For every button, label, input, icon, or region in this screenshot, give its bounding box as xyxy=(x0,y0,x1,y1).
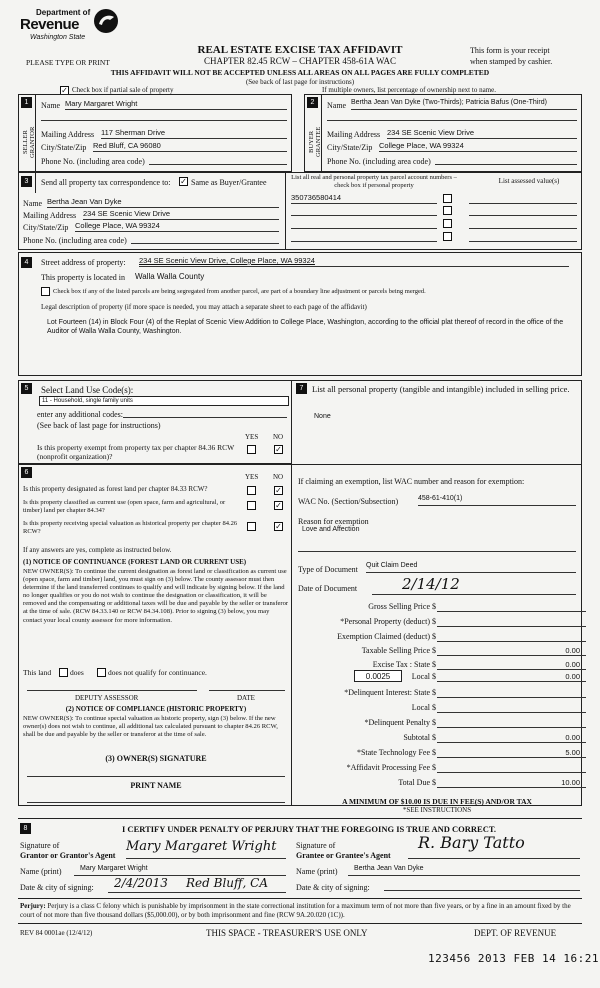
print-name-line[interactable] xyxy=(27,793,285,803)
buyer-mailing-label: Mailing Address xyxy=(327,130,381,139)
exemption-row xyxy=(296,632,586,644)
notice-compliance-text: NEW OWNER(S): To continue special valuation as historic property, sign (3) below. If the new owner(s) does not wish to continue, all additional tax calculated pursuant to chapter 84.26 RCW, shall be due and payable by the seller or transferor at the time of sale. xyxy=(23,715,278,739)
deputy-signature-line[interactable] xyxy=(27,683,197,691)
buyer-mailing-field[interactable]: 234 SE Scenic View Drive xyxy=(387,128,577,139)
section-7-personal-property xyxy=(292,380,582,464)
reason-field[interactable]: Love and Affection xyxy=(302,526,360,533)
reason-label: Reason for exemption xyxy=(298,517,369,526)
exempt-question: Is this property exempt from property tax per chapter 84.36 RCW (nonprofit organization)? xyxy=(37,443,235,461)
located-label: This property is located in xyxy=(41,273,125,282)
taxable-row xyxy=(296,646,586,658)
forest-yes-checkbox[interactable] xyxy=(247,486,256,495)
buyer-name-field[interactable]: Bertha Jean Van Dyke (Two-Thirds); Patricia Bafus (One-Third) xyxy=(351,99,577,110)
see-back-note: (See back of last page for instructions) xyxy=(245,78,355,86)
grantor-sig-label2: Grantor or Grantor's Agent xyxy=(20,851,116,860)
seller-phone-label: Phone No. (including area code) xyxy=(41,157,145,166)
does-not-label: does not qualify for continuance. xyxy=(108,668,207,677)
parcel-field-2[interactable] xyxy=(291,205,437,216)
buyer-city-field[interactable]: College Place, WA 99324 xyxy=(379,141,577,152)
taxable-label: Taxable Selling Price $ xyxy=(361,646,436,655)
revenue-logo-icon xyxy=(92,8,120,34)
buyer-phone-label: Phone No. (including area code) xyxy=(327,157,431,166)
notice-compliance-title: (2) NOTICE OF COMPLIANCE (HISTORIC PROPERTY) xyxy=(65,705,247,713)
total-row xyxy=(296,778,586,790)
seller-name-field[interactable]: Mary Margaret Wright xyxy=(65,99,287,110)
historic-no-checkbox[interactable]: ✓ xyxy=(275,522,282,531)
notice-continuance-title: (1) NOTICE OF CONTINUANCE (FOREST LAND OR CURRENT USE) xyxy=(23,558,247,566)
current-use-question: Is this property classified as current use (open space, farm and agricultural, or timber) land per chapter 84.34? xyxy=(23,499,226,514)
buyer-city-label: City/State/Zip xyxy=(327,143,373,152)
receipt-line2: when stamped by cashier. xyxy=(470,57,553,66)
notice-continuance-text: NEW OWNER(S): To continue the current designation as forest land or classification as current use (open space, farm and timber) land, you must sign on (3) below. The county assessor must then determine if the land transferred continues to qualify and will indicate by signing below. If the land no longer qualifies or you do not wish to continue the designation or classification, it will be removed and the compensating or additional taxes will be due and payable by the seller or transferor at the time of sale. (RCW 84.33.140 or RCW 84.34.108). Prior to signing (3) below, you may contact your local county assessor for more information. xyxy=(23,568,289,624)
deputy-assessor-label: DEPUTY ASSESSOR xyxy=(75,694,139,702)
additional-codes-label: enter any additional codes: xyxy=(37,410,123,419)
delinq-state-label: *Delinquent Interest: State $ xyxy=(344,688,436,697)
assessed-field-2[interactable] xyxy=(469,205,577,216)
exemption-claim-label: If claiming an exemption, list WAC number and reason for exemption: xyxy=(298,477,525,486)
deputy-date-label: DATE xyxy=(237,694,255,702)
historic-yes-checkbox[interactable] xyxy=(247,522,256,531)
county-field[interactable]: Walla Walla County xyxy=(135,272,205,281)
correspondence-label: Send all property tax correspondence to: xyxy=(41,178,171,187)
personal-property-label: List all personal property (tangible and intangible) included in selling price. xyxy=(312,384,570,394)
doc-date-field[interactable]: 2/14/12 xyxy=(372,575,576,595)
parcel-personal-checkbox-1[interactable] xyxy=(443,194,452,203)
historic-question: Is this property receiving special valuation as historical property per chapter 84.26 RCW? xyxy=(23,520,238,535)
subtotal-label: Subtotal $ xyxy=(403,733,436,742)
exempt-yes-checkbox[interactable] xyxy=(247,445,256,454)
local-rate-field[interactable]: 0.0025 xyxy=(354,670,402,682)
section-4-property xyxy=(18,252,582,376)
land-use-yes-header: YES xyxy=(245,433,259,441)
land-use-no-header: NO xyxy=(273,433,284,441)
seller-phone-field[interactable] xyxy=(149,155,287,165)
taxable-value: 0.00 xyxy=(565,646,580,655)
affidavit-fee-label: *Affidavit Processing Fee $ xyxy=(346,763,436,772)
if-yes-instruction: If any answers are yes, complete as instructed below. xyxy=(23,546,172,554)
section-1-number: 1 xyxy=(21,97,32,108)
delinq-state-field[interactable] xyxy=(437,688,586,698)
personal-field[interactable] xyxy=(437,617,586,627)
same-as-buyer-checkbox[interactable]: ✓ xyxy=(180,177,187,186)
section-8-certify xyxy=(18,818,582,896)
form-title: REAL ESTATE EXCISE TAX AFFIDAVIT xyxy=(197,44,403,56)
assessed-field-3[interactable] xyxy=(469,218,577,229)
total-label: Total Due $ xyxy=(398,778,436,787)
personal-label: *Personal Property (deduct) $ xyxy=(340,617,436,626)
type-or-print: PLEASE TYPE OR PRINT xyxy=(26,58,110,67)
grantee-date-field[interactable] xyxy=(384,881,580,891)
seller-mailing-field[interactable]: 117 Sherman Drive xyxy=(101,128,287,139)
seller-city-field[interactable]: Red Bluff, CA 96080 xyxy=(93,141,287,152)
land-use-see-back: (See back of last page for instructions) xyxy=(37,421,161,430)
section-6-designations xyxy=(18,464,292,806)
partial-sale-label: Check box if partial sale of property xyxy=(72,86,174,94)
delinq-penalty-label: *Delinquent Penalty $ xyxy=(364,718,436,727)
section-8-number: 8 xyxy=(20,823,31,834)
does-label: does xyxy=(70,668,84,677)
rev-number: REV 84 0001ae (12/4/12) xyxy=(20,929,93,937)
deputy-date-line[interactable] xyxy=(209,683,285,691)
form-chapter: CHAPTER 82.45 RCW – CHAPTER 458-61A WAC xyxy=(204,56,396,66)
section-3-correspondence xyxy=(18,172,582,250)
personal-row xyxy=(296,617,586,629)
parcel-personal-checkbox-2[interactable] xyxy=(443,206,452,215)
affidavit-fee-field[interactable] xyxy=(437,763,586,773)
parcel-header: List all real and personal property tax parcel account numbers – check box if personal property xyxy=(291,174,457,189)
current-use-no-checkbox[interactable]: ✓ xyxy=(275,501,282,510)
corr-mailing-label: Mailing Address xyxy=(23,211,77,220)
section-7-number: 7 xyxy=(296,383,307,394)
corr-phone-label: Phone No. (including area code) xyxy=(23,236,127,245)
treasurer-stamp: 123456 2013 FEB 14 16:21 xyxy=(428,952,599,965)
section-6-number: 6 xyxy=(21,467,32,478)
street-label: Street address of property: xyxy=(41,258,126,267)
parcel-field-4[interactable] xyxy=(291,231,437,242)
seller-city-label: City/State/Zip xyxy=(41,143,87,152)
dept-line1: Department of xyxy=(36,8,91,17)
tech-fee-label: *State Technology Fee $ xyxy=(356,748,436,757)
seller-name-label: Name xyxy=(41,101,61,110)
perjury-text: Perjury is a class C felony which is punishable by imprisonment in the state correctional institution for a maximum term of not more than five years, or by a fine in an amount fixed by the court of not more than five thousand dollars ($5,000.00), or by both imprisonment and fine (RCW 9A.20.020 (1C)). xyxy=(20,902,571,919)
delinq-local-row xyxy=(296,703,586,715)
corr-phone-field[interactable] xyxy=(131,234,279,244)
doc-type-label: Type of Document xyxy=(298,565,358,574)
grantor-date-label: Date & city of signing: xyxy=(20,883,94,892)
section-3-number: 3 xyxy=(21,176,32,187)
dept-revenue-footer: DEPT. OF REVENUE xyxy=(474,928,557,938)
grantor-name-field[interactable]: Mary Margaret Wright xyxy=(74,865,286,876)
grantor-city-value: Red Bluff, CA xyxy=(186,876,268,890)
assessed-header: List assessed value(s) xyxy=(498,177,560,185)
buyer-side-label: BUYER GRANTEE xyxy=(308,126,322,158)
personal-property-value[interactable]: None xyxy=(314,413,331,420)
affidavit-fee-row xyxy=(296,763,586,775)
gross-field[interactable] xyxy=(437,602,586,612)
assessed-field-1[interactable] xyxy=(469,193,577,204)
grantee-name-field[interactable]: Bertha Jean Van Dyke xyxy=(348,865,580,876)
subtotal-value: 0.00 xyxy=(565,733,580,742)
partial-sale-checkbox[interactable]: ✓ xyxy=(61,86,68,95)
perjury-box xyxy=(18,898,582,924)
current-use-yes-checkbox[interactable] xyxy=(247,501,256,510)
corr-name-label: Name xyxy=(23,199,43,208)
grantee-name-label: Name (print) xyxy=(296,867,338,876)
local-field[interactable] xyxy=(437,672,586,682)
receipt-line1: This form is your receipt xyxy=(470,46,550,55)
forest-no-checkbox[interactable]: ✓ xyxy=(275,486,282,495)
segregated-label: Check box if any of the listed parcels are being segregated from another parcel, are part of a boundary line adjustment or parcels being merged. xyxy=(53,288,426,295)
section-4-number: 4 xyxy=(21,257,32,268)
minimum-fee-note: A MINIMUM OF $10.00 IS DUE IN FEE(S) AND/OR TAX xyxy=(342,797,532,806)
exemption-field[interactable] xyxy=(437,632,586,642)
does-checkbox[interactable] xyxy=(59,668,68,677)
see-instructions-note: *SEE INSTRUCTIONS xyxy=(402,806,472,814)
land-use-label: Select Land Use Code(s): xyxy=(41,385,134,395)
exemption-label: Exemption Claimed (deduct) $ xyxy=(337,632,436,641)
grantee-sig-label2: Grantee or Grantee's Agent xyxy=(296,851,391,860)
wac-label: WAC No. (Section/Subsection) xyxy=(298,497,399,506)
section-5-number: 5 xyxy=(21,383,32,394)
section-5-land-use xyxy=(18,380,292,464)
legal-description[interactable]: Lot Fourteen (14) in Block Four (4) of the Replat of Scenic View Addition to College Place, Washington, according to the official plat thereof of record in the office of the Auditor of Walla Walla County, Washington. xyxy=(47,319,564,335)
excise-state-field[interactable] xyxy=(437,660,586,670)
subtotal-row xyxy=(296,733,586,745)
s6-yes-header: YES xyxy=(245,473,259,481)
does-not-checkbox[interactable] xyxy=(97,668,106,677)
corr-city-field[interactable]: College Place, WA 99324 xyxy=(75,221,279,232)
legal-label: Legal description of property (if more space is needed, you may attach a separate sheet to each page of the affidavit) xyxy=(41,303,367,311)
form-warning: THIS AFFIDAVIT WILL NOT BE ACCEPTED UNLESS ALL AREAS ON ALL PAGES ARE FULLY COMPLETED xyxy=(110,68,490,77)
delinq-state-row xyxy=(296,688,586,700)
forest-question: Is this property designated as forest land per chapter 84.33 RCW? xyxy=(23,485,208,493)
doc-type-field[interactable]: Quit Claim Deed xyxy=(366,562,576,573)
treasurer-note: THIS SPACE - TREASURER'S USE ONLY xyxy=(206,928,368,938)
excise-state-value: 0.00 xyxy=(565,660,580,669)
parcel-field-1[interactable]: 350736580414 xyxy=(291,193,437,204)
local-label: Local $ xyxy=(411,672,436,681)
exempt-no-checkbox[interactable]: ✓ xyxy=(275,445,282,454)
dept-line3: Washington State xyxy=(30,34,86,41)
tech-fee-value: 5.00 xyxy=(565,748,580,757)
doc-date-label: Date of Document xyxy=(298,584,358,593)
taxable-field[interactable] xyxy=(437,646,586,656)
perjury-text-wrap xyxy=(20,902,580,920)
same-as-buyer-label: Same as Buyer/Grantee xyxy=(191,178,267,187)
certify-text: I CERTIFY UNDER PENALTY OF PERJURY THAT THE FOREGOING IS TRUE AND CORRECT. xyxy=(122,824,497,834)
multiple-owners-label: If multiple owners, list percentage of ownership next to name. xyxy=(322,86,496,94)
buyer-name-label: Name xyxy=(327,101,347,110)
parcel-personal-checkbox-3[interactable] xyxy=(443,219,452,228)
gross-row xyxy=(296,602,586,614)
delinq-penalty-row xyxy=(296,718,586,730)
corr-name-field[interactable]: Bertha Jean Van Dyke xyxy=(47,197,279,208)
owner-signature-line[interactable] xyxy=(27,765,285,777)
local-value: 0.00 xyxy=(565,672,580,681)
grantor-sig-label1: Signature of xyxy=(20,841,60,850)
grantee-date-label: Date & city of signing: xyxy=(296,883,370,892)
grantor-signature[interactable]: Mary Margaret Wright xyxy=(126,839,286,859)
dept-line2: Revenue xyxy=(20,16,80,33)
owner-signature-label: (3) OWNER(S) SIGNATURE xyxy=(105,754,207,763)
section-1-seller xyxy=(18,94,292,172)
land-use-select[interactable]: 11 - Household, single family units xyxy=(39,396,289,406)
subtotal-field[interactable] xyxy=(437,733,586,743)
excise-state-label: Excise Tax : State $ xyxy=(372,660,436,669)
delinq-local-field[interactable] xyxy=(437,703,586,713)
buyer-phone-field[interactable] xyxy=(435,155,577,165)
grantor-date-field[interactable] xyxy=(108,876,286,893)
grantee-sig-label1: Signature of xyxy=(296,841,336,850)
print-name-label: PRINT NAME xyxy=(130,781,182,790)
segregated-checkbox[interactable] xyxy=(41,287,50,296)
s6-no-header: NO xyxy=(273,473,284,481)
delinq-penalty-field[interactable] xyxy=(437,718,586,728)
tech-fee-field[interactable] xyxy=(437,748,586,758)
assessed-field-4[interactable] xyxy=(469,231,577,242)
grantor-date-value: 2/4/2013 xyxy=(114,876,168,890)
total-value: 10.00 xyxy=(561,778,580,787)
perjury-label: Perjury: xyxy=(20,902,46,910)
corr-mailing-field[interactable]: 234 SE Scenic View Drive xyxy=(83,209,279,220)
wac-field[interactable]: 458-61-410(1) xyxy=(418,495,576,506)
tech-fee-row xyxy=(296,748,586,760)
additional-codes-field[interactable] xyxy=(123,408,287,418)
delinq-local-label: Local $ xyxy=(411,703,436,712)
corr-city-label: City/State/Zip xyxy=(23,223,69,232)
parcel-personal-checkbox-4[interactable] xyxy=(443,232,452,241)
local-row xyxy=(296,672,586,684)
parcel-field-3[interactable] xyxy=(291,218,437,229)
grantee-signature[interactable]: R. Bary Tatto xyxy=(408,833,580,859)
section-2-number: 2 xyxy=(307,97,318,108)
this-land-label: This land xyxy=(23,668,52,677)
grantor-name-label: Name (print) xyxy=(20,867,62,876)
section-2-buyer xyxy=(304,94,582,172)
excise-state-row xyxy=(296,660,586,672)
seller-side-label: SELLER GRANTOR xyxy=(22,126,36,158)
street-field[interactable]: 234 SE Scenic View Drive, College Place, WA 99324 xyxy=(139,256,569,267)
seller-mailing-label: Mailing Address xyxy=(41,130,95,139)
gross-label: Gross Selling Price $ xyxy=(368,602,436,611)
